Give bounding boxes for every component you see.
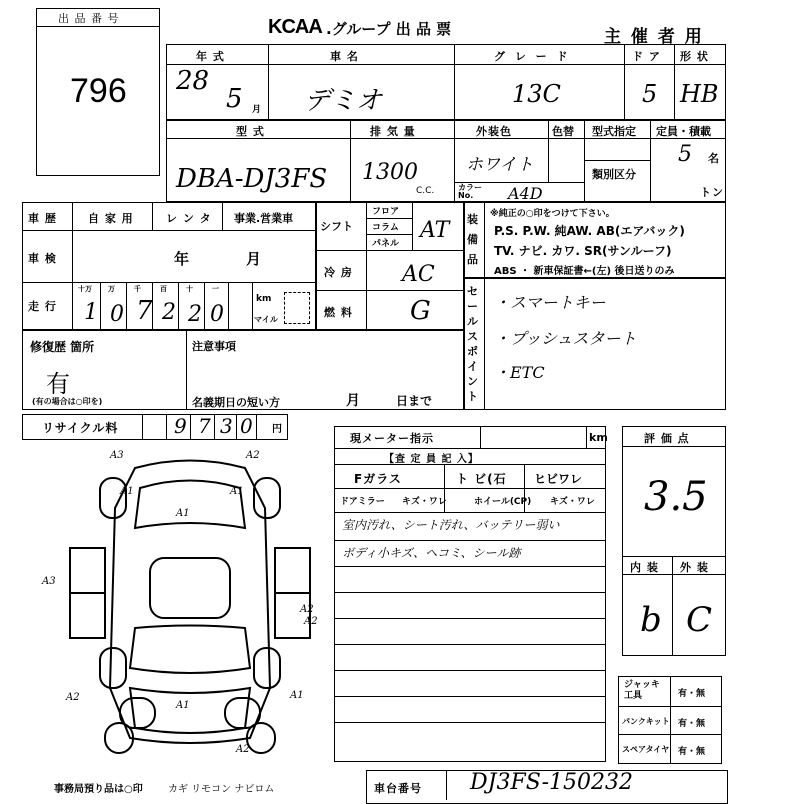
- chassis-label: 車台番号: [374, 782, 422, 795]
- sales-points-label: セールスポイント: [467, 285, 478, 403]
- meter-label: 現メーター指示: [350, 432, 434, 445]
- digit-label-2: 万: [108, 285, 115, 293]
- puncture-option: 有・無: [678, 719, 706, 729]
- sales-point-1: ・スマートキー: [494, 293, 606, 312]
- grade-label: グ レ ー ド: [494, 50, 571, 63]
- km-label: km: [256, 294, 272, 304]
- year-value: 28: [176, 66, 210, 96]
- history-business: 事業.営業車: [234, 212, 294, 225]
- repair-note: (有の場合は○印を): [32, 397, 103, 406]
- category-label: 類別区分: [592, 168, 636, 181]
- mileage-digit-6: 0: [210, 302, 224, 327]
- digit-label-5: 十: [186, 285, 193, 293]
- exterior-value: C: [686, 600, 713, 640]
- shift-floor: フロア: [372, 207, 400, 217]
- displacement-value: 1300: [362, 160, 418, 185]
- fuel-value: G: [410, 296, 431, 326]
- office-label: 事務局預り品は○印: [54, 784, 143, 795]
- mileage-digit-4: 2: [162, 300, 176, 325]
- wheel-value: キズ・ワレ: [550, 497, 595, 507]
- equipment-label: 装備品: [467, 213, 478, 266]
- recycle-digit-1: 9: [174, 414, 187, 438]
- deadline-day: 日まで: [396, 394, 433, 408]
- form-title: .グループ 出 品 票: [326, 20, 452, 38]
- month-value: 5: [226, 84, 243, 114]
- doors-value: 5: [642, 80, 658, 108]
- damage-mark-11: A2: [66, 692, 80, 703]
- capacity-unit: 名: [708, 152, 720, 165]
- mileage-digit-2: 0: [110, 302, 124, 327]
- shift-label: シフト: [320, 220, 353, 233]
- digit-label-4: 百: [160, 285, 167, 293]
- sales-point-2: ・プッシュスタート: [494, 329, 637, 348]
- recycle-digit-2: 7: [198, 414, 211, 438]
- equipment-note: ※純正の○印をつけて下さい。: [490, 209, 615, 219]
- score-label: 評 価 点: [644, 432, 690, 445]
- color-change-label: 色替: [552, 125, 574, 138]
- mileage-digit-3: 7: [136, 296, 153, 326]
- recycle-unit: 円: [272, 424, 282, 435]
- jack-option: 有・無: [678, 689, 706, 699]
- deadline-label: 名義期日の短い方: [192, 396, 280, 409]
- digit-label-6: 一: [212, 285, 219, 293]
- mileage-digit-5: 2: [188, 302, 202, 327]
- spare-label: スペアタイヤ: [622, 745, 670, 754]
- damage-mark-5: A1: [230, 486, 244, 497]
- displacement-label: 排 気 量: [370, 125, 416, 138]
- damage-mark-12: A2: [236, 744, 250, 755]
- history-label: 車 歴: [28, 212, 57, 225]
- chassis-value: DJ3FS-150232: [470, 770, 634, 795]
- doors-label: ド ア: [632, 50, 661, 63]
- inspector-label: 【査 定 員 記 入】: [384, 454, 479, 465]
- equipment-line-3: ABS ・ 新車保証書←(左) 後日送りのみ: [494, 266, 675, 277]
- glass-label: Fガラス: [354, 472, 402, 486]
- damage-mark-8: A3: [42, 576, 56, 587]
- car-name-label: 車 名: [330, 50, 359, 63]
- inspection-label: 車 検: [28, 252, 57, 265]
- score-value: 3.5: [644, 474, 708, 520]
- year-label: 年 式: [196, 50, 225, 63]
- month-unit: 月: [252, 105, 262, 115]
- damage-mark-2: A2: [246, 450, 260, 461]
- damage-mark-4: A1: [120, 486, 134, 497]
- deadline-month: 月: [346, 393, 361, 409]
- digit-label-3: 千: [134, 285, 141, 293]
- ac-label: 冷 房: [324, 266, 353, 279]
- grade-value: 13C: [512, 80, 561, 108]
- meter-unit: km: [589, 431, 608, 444]
- fuel-label: 燃 料: [324, 306, 353, 319]
- notes-label: 注意事項: [192, 340, 236, 353]
- car-name-value: デミオ: [304, 86, 383, 116]
- mileage-digit-1: 1: [84, 300, 98, 325]
- shift-column: コラム: [372, 223, 399, 233]
- spare-option: 有・無: [678, 747, 706, 757]
- color-no-label: カラーNo.: [458, 183, 482, 200]
- mirror-label: ドアミラー: [340, 497, 385, 507]
- mile-label: マイル: [254, 315, 278, 324]
- history-rental: レ ン タ: [166, 212, 212, 225]
- comment-2: ボディ小キズ、ヘコミ、シール跡: [342, 546, 521, 560]
- damage-mark-6: A2: [300, 604, 314, 615]
- capacity-label: 定員・積載: [656, 125, 711, 138]
- shift-value: AT: [420, 218, 450, 243]
- shape-value: HB: [680, 80, 719, 108]
- color-value: ホワイト: [466, 155, 534, 175]
- color-label: 外装色: [476, 125, 512, 138]
- model-value: DBA-DJ3FS: [176, 164, 328, 194]
- jack-label: ジャッキ工具: [624, 680, 660, 701]
- inspection-year: 年: [174, 250, 191, 268]
- glass-chip: ト ビ(石: [456, 472, 507, 486]
- recycle-digit-4: 0: [240, 414, 253, 438]
- damage-mark-10: A1: [290, 690, 304, 701]
- load-unit: トン: [700, 186, 724, 199]
- digit-label-1: 十万: [78, 285, 92, 293]
- puncture-label: パンクキット: [622, 717, 670, 726]
- damage-mark-1: A3: [110, 450, 124, 461]
- comment-1: 室内汚れ、シート汚れ、バッテリー弱い: [342, 518, 560, 532]
- car-diagram: [40, 448, 340, 758]
- brand-logo: KCAA: [268, 16, 322, 38]
- shape-label: 形 状: [680, 50, 709, 63]
- wheel-label: ホイール(CP): [474, 497, 532, 507]
- recycle-digit-3: 3: [220, 414, 233, 438]
- equipment-line-2: TV. ナビ. カワ. SR(サンルーフ): [494, 244, 672, 258]
- color-no-value: A4D: [508, 184, 543, 203]
- history-private: 自 家 用: [88, 212, 134, 225]
- shift-panel: パネル: [372, 239, 400, 249]
- mileage-label: 走 行: [28, 300, 57, 313]
- interior-value: b: [640, 600, 662, 640]
- interior-label: 内 装: [630, 561, 659, 574]
- repair-value: 有: [46, 370, 70, 398]
- capacity-value: 5: [678, 142, 692, 167]
- mirror-value: キズ・ワレ: [402, 497, 447, 507]
- purpose-label: 主 催 者 用: [604, 27, 704, 47]
- lot-label: 出 品 番 号: [58, 12, 120, 25]
- sales-point-3: ・ETC: [494, 363, 545, 382]
- office-items: カギ リモコン ナビロム: [168, 784, 275, 795]
- damage-mark-7: A2: [304, 616, 318, 627]
- repair-label: 修復歴 箇所: [30, 340, 95, 354]
- cc-unit: C.C.: [416, 186, 435, 196]
- ac-value: AC: [402, 262, 435, 287]
- equipment-line-1: P.S. P.W. 純AW. AB(エアバック): [494, 224, 685, 238]
- model-designation-label: 型式指定: [592, 125, 636, 138]
- lot-number: 796: [70, 72, 127, 110]
- exterior-label: 外 装: [680, 561, 709, 574]
- damage-mark-9: A1: [176, 700, 190, 711]
- recycle-label: リサイクル料: [42, 421, 119, 435]
- glass-crack: ヒビワレ: [534, 472, 583, 486]
- damage-mark-3: A1: [176, 508, 190, 519]
- model-label: 型 式: [236, 125, 265, 138]
- inspection-month: 月: [246, 250, 263, 268]
